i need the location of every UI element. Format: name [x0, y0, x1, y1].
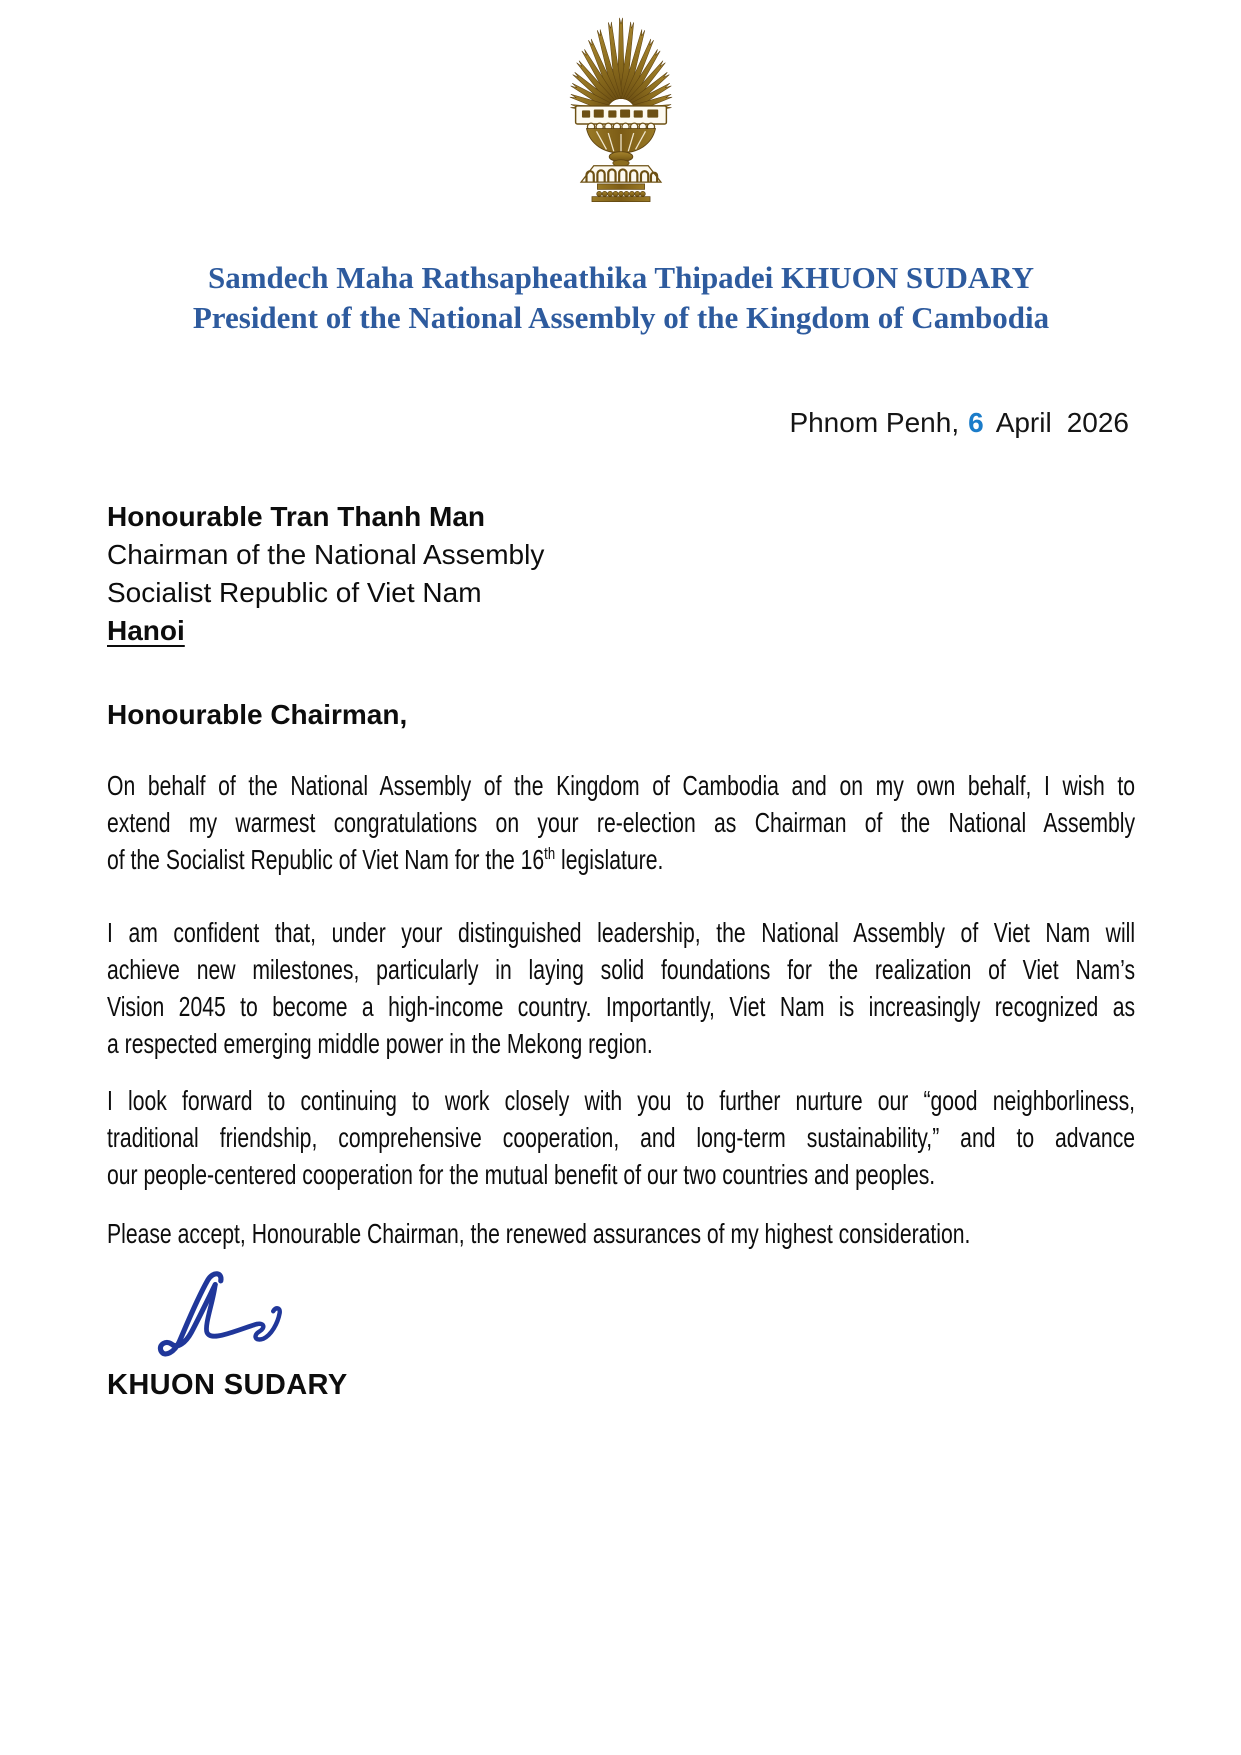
date-month: April [995, 407, 1052, 438]
body-line: I look forward to continuing to work closely with you to further nurture our “good neighborliness, [107, 1085, 1136, 1116]
sender-title-line: President of the National Assembly of the Kingdom of Cambodia [192, 300, 1050, 335]
body-line: traditional friendship, comprehensive cooperation, and long-term sustainability,” and to advance [107, 1122, 1136, 1153]
recipient-title: Chairman of the National Assembly [107, 539, 545, 570]
salutation: Honourable Chairman, [107, 699, 408, 730]
recipient-city: Hanoi [107, 615, 185, 646]
body-line: of the Socialist Republic of Viet Nam for the 16th legislature. [107, 843, 664, 875]
handwritten-signature-image [149, 1268, 287, 1360]
body-line: Please accept, Honourable Chairman, the renewed assurances of my highest consideration. [107, 1218, 971, 1249]
body-line: I am confident that, under your distinguished leadership, the National Assembly of Viet Nam will [107, 917, 1136, 948]
signature-container [107, 1268, 1135, 1360]
date-day: 6 [968, 407, 984, 438]
signatory-name: KHUON SUDARY [107, 1369, 348, 1401]
paragraph-2 [107, 914, 1135, 1062]
recipient-country: Socialist Republic of Viet Nam [107, 577, 482, 608]
date-year: 2026 [1066, 407, 1129, 438]
dateline [107, 404, 1135, 442]
body-line: Vision 2045 to become a high-income country. Importantly, Viet Nam is increasingly recognized as [107, 991, 1136, 1022]
recipient-name: Honourable Tran Thanh Man [107, 501, 486, 532]
emblem-container [107, 0, 1135, 208]
paragraph-3 [107, 1082, 1135, 1193]
national-assembly-emblem-icon [562, 16, 680, 203]
ordinal-superscript: th [544, 843, 556, 863]
body-line: On behalf of the National Assembly of the Kingdom of Cambodia and on my own behalf, I wish to [107, 770, 1136, 801]
paragraph-1 [107, 767, 1135, 878]
date-place: Phnom Penh, [789, 407, 960, 438]
body-line: extend my warmest congratulations on your re-election as Chairman of the National Assembly [107, 807, 1136, 838]
letterhead [107, 258, 1135, 338]
sender-name-line: Samdech Maha Rathsapheathika Thipadei KHUON SUDARY [207, 260, 1034, 295]
body-line: a respected emerging middle power in the Mekong region. [107, 1028, 653, 1059]
body-line: our people-centered cooperation for the mutual benefit of our two countries and peoples. [107, 1159, 936, 1190]
body-line: achieve new milestones, particularly in laying solid foundations for the realization of Viet Nam’s [107, 954, 1136, 985]
closing-line [107, 1215, 1135, 1252]
recipient-block [107, 498, 1135, 650]
